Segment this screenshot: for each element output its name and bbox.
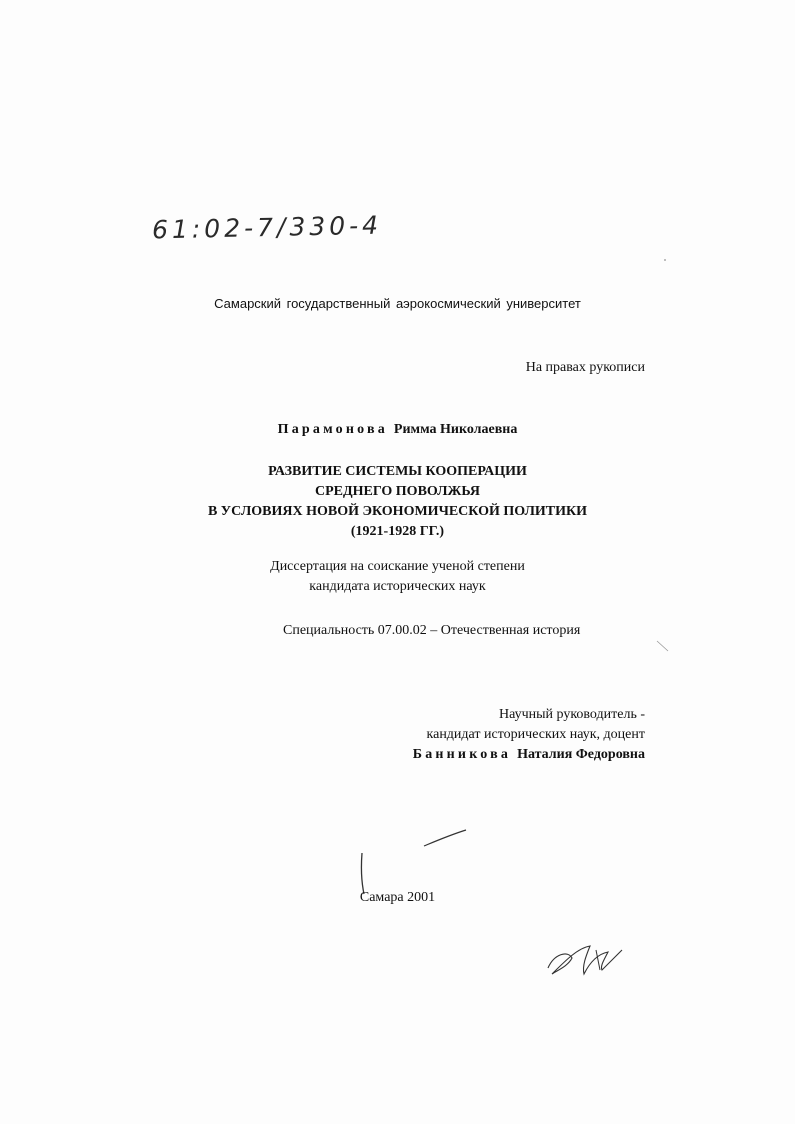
supervisor-surname: Банникова (412, 747, 512, 762)
title-line-2: СРЕДНЕГО ПОВОЛЖЬЯ (314, 484, 480, 499)
supervisor-role: Научный руководитель - (498, 707, 645, 722)
supervisor-name (413, 745, 645, 765)
title-line-1: РАЗВИТИЕ СИСТЕМЫ КООПЕРАЦИИ (268, 464, 527, 479)
specialty: Специальность 07.00.02 – Отечественная история (283, 623, 581, 638)
degree-line-1: Диссертация на соискание ученой степени (270, 559, 525, 574)
pen-stroke-mark (420, 826, 470, 852)
author-name (0, 422, 795, 438)
title-line-3: В УСЛОВИЯХ НОВОЙ ЭКОНОМИЧЕСКОЙ ПОЛИТИКИ (207, 504, 588, 519)
archive-code: 61:02-7/330-4 (151, 210, 383, 245)
city-year: Самара 2001 (359, 890, 436, 905)
scan-dot (663, 258, 667, 262)
university-name: Самарский государственный аэрокосмический университет (214, 296, 581, 311)
title-line-4: (1921-1928 ГГ.) (350, 524, 445, 539)
scan-speck (656, 640, 670, 654)
author-surname: Парамонова (277, 422, 388, 437)
degree-statement (0, 557, 795, 597)
author-given-names: Римма Николаевна (393, 422, 518, 437)
supervisor-given-names: Наталия Федоровна (517, 747, 645, 762)
signature-mark (538, 940, 628, 985)
dissertation-title (0, 462, 795, 542)
degree-line-2: кандидата исторических наук (309, 579, 486, 594)
supervisor-block (413, 705, 645, 765)
supervisor-degree: кандидат исторических наук, доцент (426, 727, 645, 742)
manuscript-note: На правах рукописи (525, 360, 645, 375)
